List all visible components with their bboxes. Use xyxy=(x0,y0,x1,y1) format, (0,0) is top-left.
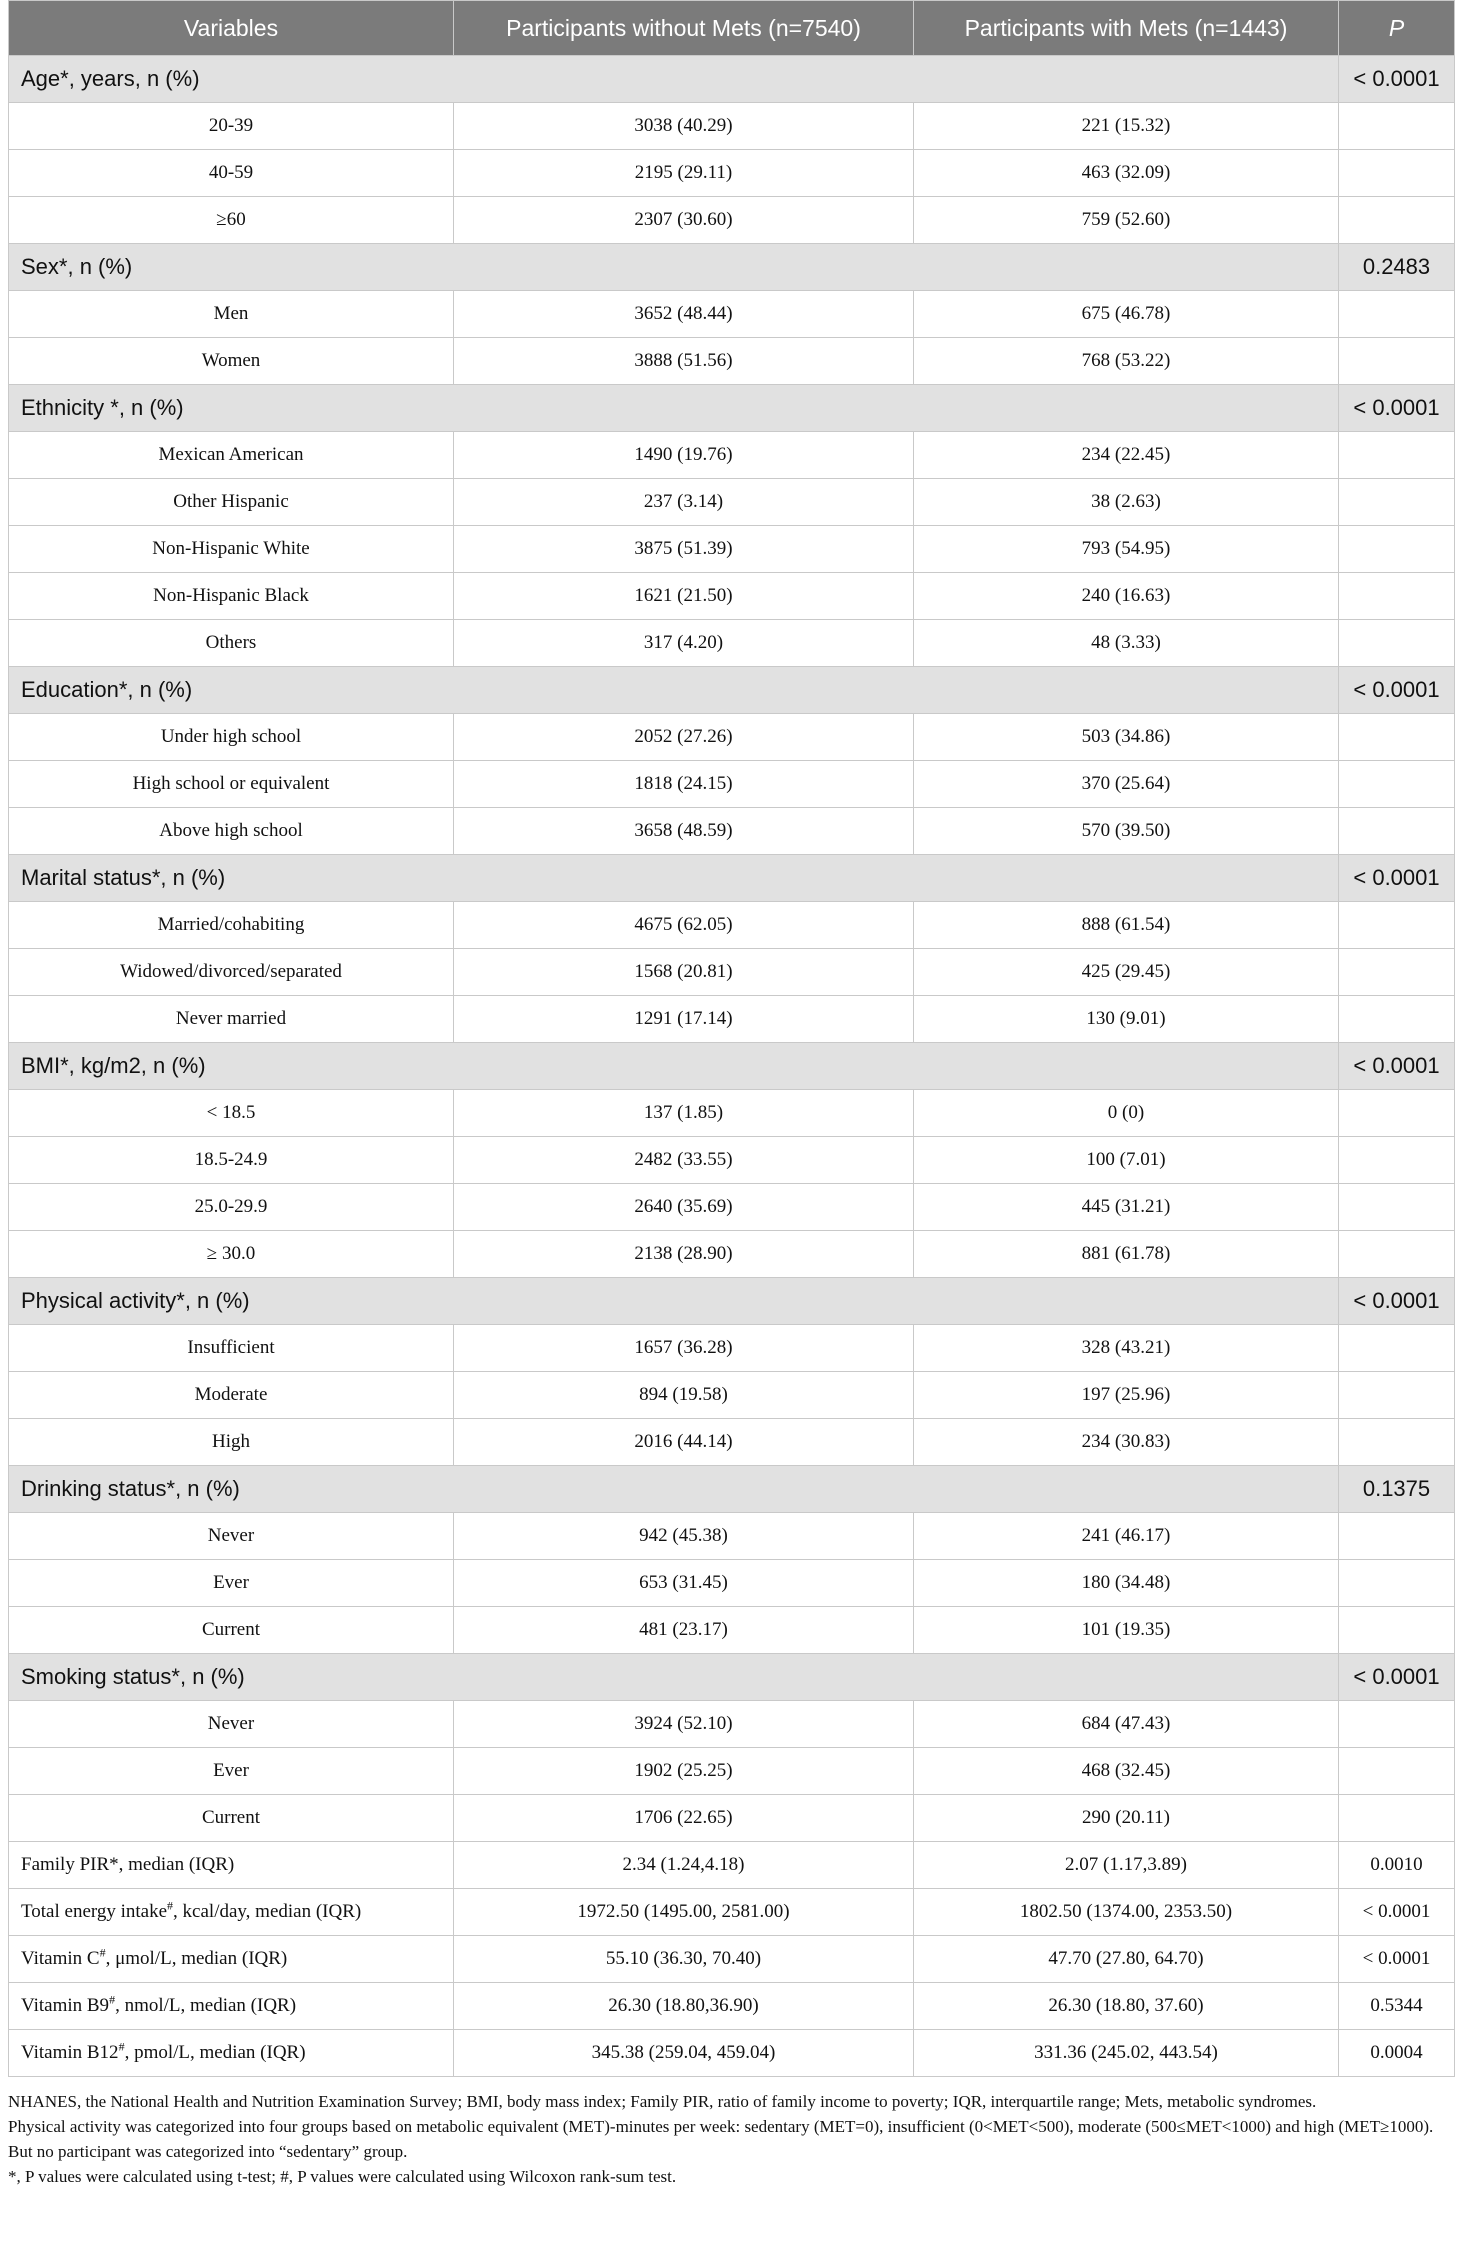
label-text-suffix: , μmol/L, median (IQR) xyxy=(105,1948,288,1969)
row-with-mets: 221 (15.32) xyxy=(914,103,1339,150)
table-row xyxy=(9,1184,1455,1231)
table-body xyxy=(9,56,1455,2077)
row-label: Under high school xyxy=(9,714,454,761)
row-without-mets: 137 (1.85) xyxy=(454,1090,914,1137)
row-with-mets: 503 (34.86) xyxy=(914,714,1339,761)
table-row xyxy=(9,197,1455,244)
row-p-value xyxy=(1339,1607,1455,1654)
table-row xyxy=(9,526,1455,573)
row-without-mets: 3658 (48.59) xyxy=(454,808,914,855)
label-superscript: # xyxy=(118,2039,125,2054)
group-label: Physical activity*, n (%) xyxy=(9,1278,1339,1325)
row-with-mets: 684 (47.43) xyxy=(914,1701,1339,1748)
group-label: Ethnicity *, n (%) xyxy=(9,385,1339,432)
header-p-value: P xyxy=(1339,1,1455,56)
row-with-mets: 38 (2.63) xyxy=(914,479,1339,526)
group-header-row xyxy=(9,385,1455,432)
group-header-row xyxy=(9,1466,1455,1513)
group-label: Smoking status*, n (%) xyxy=(9,1654,1339,1701)
table-row xyxy=(9,338,1455,385)
continuous-with-mets: 26.30 (18.80, 37.60) xyxy=(914,1983,1339,2030)
continuous-p-value: 0.0010 xyxy=(1339,1842,1455,1889)
continuous-row xyxy=(9,1842,1455,1889)
continuous-label: Family PIR*, median (IQR) xyxy=(9,1842,454,1889)
row-with-mets: 240 (16.63) xyxy=(914,573,1339,620)
row-p-value xyxy=(1339,1795,1455,1842)
continuous-label xyxy=(9,2030,454,2077)
row-with-mets: 425 (29.45) xyxy=(914,949,1339,996)
table-row xyxy=(9,761,1455,808)
row-p-value xyxy=(1339,949,1455,996)
row-without-mets: 481 (23.17) xyxy=(454,1607,914,1654)
row-label: ≥ 30.0 xyxy=(9,1231,454,1278)
row-label: Non-Hispanic Black xyxy=(9,573,454,620)
row-label: Moderate xyxy=(9,1372,454,1419)
continuous-label xyxy=(9,1889,454,1936)
group-label: Age*, years, n (%) xyxy=(9,56,1339,103)
row-without-mets: 3888 (51.56) xyxy=(454,338,914,385)
table-row xyxy=(9,1090,1455,1137)
row-without-mets: 1568 (20.81) xyxy=(454,949,914,996)
group-header-row xyxy=(9,56,1455,103)
header-variables: Variables xyxy=(9,1,454,56)
document xyxy=(8,0,1454,2189)
row-label: Men xyxy=(9,291,454,338)
row-label: Others xyxy=(9,620,454,667)
row-without-mets: 2052 (27.26) xyxy=(454,714,914,761)
label-text: Vitamin B12 xyxy=(21,2042,119,2063)
continuous-without-mets: 2.34 (1.24,4.18) xyxy=(454,1842,914,1889)
row-p-value xyxy=(1339,1231,1455,1278)
row-without-mets: 1657 (36.28) xyxy=(454,1325,914,1372)
row-without-mets: 2640 (35.69) xyxy=(454,1184,914,1231)
group-label: Education*, n (%) xyxy=(9,667,1339,714)
row-without-mets: 2195 (29.11) xyxy=(454,150,914,197)
label-text: Vitamin B9 xyxy=(21,1995,110,2016)
table-row xyxy=(9,573,1455,620)
row-p-value xyxy=(1339,902,1455,949)
group-label: Sex*, n (%) xyxy=(9,244,1339,291)
table-row xyxy=(9,949,1455,996)
row-label: Ever xyxy=(9,1560,454,1607)
row-without-mets: 317 (4.20) xyxy=(454,620,914,667)
row-with-mets: 468 (32.45) xyxy=(914,1748,1339,1795)
group-p-value: < 0.0001 xyxy=(1339,1654,1455,1701)
row-label: < 18.5 xyxy=(9,1090,454,1137)
row-without-mets: 894 (19.58) xyxy=(454,1372,914,1419)
row-without-mets: 3924 (52.10) xyxy=(454,1701,914,1748)
row-p-value xyxy=(1339,1560,1455,1607)
continuous-with-mets: 2.07 (1.17,3.89) xyxy=(914,1842,1339,1889)
row-with-mets: 241 (46.17) xyxy=(914,1513,1339,1560)
continuous-label xyxy=(9,1983,454,2030)
footnote-abbreviations: NHANES, the National Health and Nutrition Examination Survey; BMI, body mass index; Family PIR, ratio of family income to poverty; IQR, interquartile range; Mets, metabolic syndromes. xyxy=(8,2092,1317,2111)
continuous-without-mets: 55.10 (36.30, 70.40) xyxy=(454,1936,914,1983)
header-without-mets: Participants without Mets (n=7540) xyxy=(454,1,914,56)
row-p-value xyxy=(1339,1090,1455,1137)
group-p-value: 0.1375 xyxy=(1339,1466,1455,1513)
continuous-with-mets: 47.70 (27.80, 64.70) xyxy=(914,1936,1339,1983)
row-label: 40-59 xyxy=(9,150,454,197)
table-row xyxy=(9,432,1455,479)
row-p-value xyxy=(1339,1419,1455,1466)
row-with-mets: 101 (19.35) xyxy=(914,1607,1339,1654)
row-without-mets: 2016 (44.14) xyxy=(454,1419,914,1466)
table-row xyxy=(9,902,1455,949)
row-with-mets: 197 (25.96) xyxy=(914,1372,1339,1419)
group-p-value: < 0.0001 xyxy=(1339,1043,1455,1090)
continuous-row xyxy=(9,2030,1455,2077)
row-without-mets: 4675 (62.05) xyxy=(454,902,914,949)
row-with-mets: 888 (61.54) xyxy=(914,902,1339,949)
row-p-value xyxy=(1339,808,1455,855)
group-header-row xyxy=(9,1278,1455,1325)
row-p-value xyxy=(1339,1137,1455,1184)
row-p-value xyxy=(1339,1748,1455,1795)
row-p-value xyxy=(1339,150,1455,197)
table-row xyxy=(9,1701,1455,1748)
row-without-mets: 3652 (48.44) xyxy=(454,291,914,338)
label-text: Total energy intake xyxy=(21,1901,168,1922)
table-row xyxy=(9,1372,1455,1419)
group-label: Drinking status*, n (%) xyxy=(9,1466,1339,1513)
row-label: Above high school xyxy=(9,808,454,855)
table-row xyxy=(9,150,1455,197)
table-row xyxy=(9,103,1455,150)
row-with-mets: 48 (3.33) xyxy=(914,620,1339,667)
table-row xyxy=(9,714,1455,761)
row-without-mets: 3875 (51.39) xyxy=(454,526,914,573)
label-superscript: # xyxy=(109,1992,116,2007)
row-p-value xyxy=(1339,1372,1455,1419)
row-p-value xyxy=(1339,1513,1455,1560)
row-without-mets: 2138 (28.90) xyxy=(454,1231,914,1278)
group-p-value: < 0.0001 xyxy=(1339,855,1455,902)
continuous-row xyxy=(9,1936,1455,1983)
row-with-mets: 328 (43.21) xyxy=(914,1325,1339,1372)
group-header-row xyxy=(9,855,1455,902)
group-header-row xyxy=(9,244,1455,291)
table-row xyxy=(9,808,1455,855)
row-label: ≥60 xyxy=(9,197,454,244)
row-with-mets: 370 (25.64) xyxy=(914,761,1339,808)
continuous-p-value: 0.5344 xyxy=(1339,1983,1455,2030)
table-row xyxy=(9,1513,1455,1560)
row-label: Never married xyxy=(9,996,454,1043)
row-p-value xyxy=(1339,197,1455,244)
table-row xyxy=(9,1607,1455,1654)
continuous-without-mets: 345.38 (259.04, 459.04) xyxy=(454,2030,914,2077)
row-without-mets: 237 (3.14) xyxy=(454,479,914,526)
table-row xyxy=(9,1419,1455,1466)
row-p-value xyxy=(1339,103,1455,150)
row-p-value xyxy=(1339,338,1455,385)
row-label: Ever xyxy=(9,1748,454,1795)
continuous-p-value: 0.0004 xyxy=(1339,2030,1455,2077)
row-with-mets: 234 (22.45) xyxy=(914,432,1339,479)
row-with-mets: 759 (52.60) xyxy=(914,197,1339,244)
row-label: High school or equivalent xyxy=(9,761,454,808)
footnote-statistical-tests: *, P values were calculated using t-test; #, P values were calculated using Wilcoxon rank-sum test. xyxy=(8,2167,677,2186)
row-without-mets: 942 (45.38) xyxy=(454,1513,914,1560)
row-p-value xyxy=(1339,714,1455,761)
row-p-value xyxy=(1339,1325,1455,1372)
continuous-without-mets: 26.30 (18.80,36.90) xyxy=(454,1983,914,2030)
row-with-mets: 793 (54.95) xyxy=(914,526,1339,573)
row-without-mets: 1902 (25.25) xyxy=(454,1748,914,1795)
baseline-characteristics-table xyxy=(8,0,1455,2077)
label-text: Vitamin C xyxy=(21,1948,100,1969)
group-p-value: < 0.0001 xyxy=(1339,1278,1455,1325)
row-without-mets: 1490 (19.76) xyxy=(454,432,914,479)
row-with-mets: 768 (53.22) xyxy=(914,338,1339,385)
row-label: Never xyxy=(9,1513,454,1560)
continuous-row xyxy=(9,1889,1455,1936)
row-without-mets: 653 (31.45) xyxy=(454,1560,914,1607)
row-without-mets: 2482 (33.55) xyxy=(454,1137,914,1184)
table-row xyxy=(9,996,1455,1043)
label-superscript: # xyxy=(167,1898,174,1913)
row-label: 25.0-29.9 xyxy=(9,1184,454,1231)
group-p-value: < 0.0001 xyxy=(1339,385,1455,432)
label-text-suffix: , nmol/L, median (IQR) xyxy=(115,1995,297,2016)
row-label: Non-Hispanic White xyxy=(9,526,454,573)
continuous-row xyxy=(9,1983,1455,2030)
table-footnotes xyxy=(8,2089,1454,2189)
continuous-p-value: < 0.0001 xyxy=(1339,1889,1455,1936)
table-row xyxy=(9,1748,1455,1795)
row-without-mets: 1621 (21.50) xyxy=(454,573,914,620)
row-label: Mexican American xyxy=(9,432,454,479)
row-label: Other Hispanic xyxy=(9,479,454,526)
row-label: Women xyxy=(9,338,454,385)
row-p-value xyxy=(1339,432,1455,479)
row-label: Married/cohabiting xyxy=(9,902,454,949)
row-p-value xyxy=(1339,291,1455,338)
row-p-value xyxy=(1339,479,1455,526)
row-label: Widowed/divorced/separated xyxy=(9,949,454,996)
row-label: Insufficient xyxy=(9,1325,454,1372)
row-with-mets: 675 (46.78) xyxy=(914,291,1339,338)
continuous-p-value: < 0.0001 xyxy=(1339,1936,1455,1983)
row-without-mets: 3038 (40.29) xyxy=(454,103,914,150)
continuous-with-mets: 331.36 (245.02, 443.54) xyxy=(914,2030,1339,2077)
footnote-physical-activity: Physical activity was categorized into four groups based on metabolic equivalent (MET)-minutes per week: sedentary (MET=0), insufficient (0<MET<500), moderate (500≤MET<1000) and high (MET≥1000). But no participant was categorized into “sedentary” group. xyxy=(8,2117,1434,2161)
row-p-value xyxy=(1339,1701,1455,1748)
row-with-mets: 0 (0) xyxy=(914,1090,1339,1137)
row-p-value xyxy=(1339,526,1455,573)
row-label: Current xyxy=(9,1795,454,1842)
row-with-mets: 570 (39.50) xyxy=(914,808,1339,855)
continuous-with-mets: 1802.50 (1374.00, 2353.50) xyxy=(914,1889,1339,1936)
table-row xyxy=(9,479,1455,526)
row-with-mets: 463 (32.09) xyxy=(914,150,1339,197)
table-row xyxy=(9,291,1455,338)
group-header-row xyxy=(9,1043,1455,1090)
row-label: High xyxy=(9,1419,454,1466)
row-p-value xyxy=(1339,1184,1455,1231)
continuous-without-mets: 1972.50 (1495.00, 2581.00) xyxy=(454,1889,914,1936)
row-with-mets: 445 (31.21) xyxy=(914,1184,1339,1231)
group-p-value: < 0.0001 xyxy=(1339,667,1455,714)
table-row xyxy=(9,620,1455,667)
row-with-mets: 180 (34.48) xyxy=(914,1560,1339,1607)
row-p-value xyxy=(1339,996,1455,1043)
table-row xyxy=(9,1325,1455,1372)
label-text-suffix: , kcal/day, median (IQR) xyxy=(173,1901,362,1922)
table-row xyxy=(9,1231,1455,1278)
table-row xyxy=(9,1137,1455,1184)
table-row xyxy=(9,1560,1455,1607)
row-without-mets: 1818 (24.15) xyxy=(454,761,914,808)
row-label: 20-39 xyxy=(9,103,454,150)
row-with-mets: 881 (61.78) xyxy=(914,1231,1339,1278)
group-header-row xyxy=(9,667,1455,714)
row-p-value xyxy=(1339,761,1455,808)
group-p-value: < 0.0001 xyxy=(1339,56,1455,103)
row-with-mets: 290 (20.11) xyxy=(914,1795,1339,1842)
table-row xyxy=(9,1795,1455,1842)
row-without-mets: 1706 (22.65) xyxy=(454,1795,914,1842)
row-p-value xyxy=(1339,573,1455,620)
row-label: Never xyxy=(9,1701,454,1748)
table-header-row xyxy=(9,1,1455,56)
group-p-value: 0.2483 xyxy=(1339,244,1455,291)
continuous-label xyxy=(9,1936,454,1983)
row-with-mets: 234 (30.83) xyxy=(914,1419,1339,1466)
row-label: Current xyxy=(9,1607,454,1654)
row-p-value xyxy=(1339,620,1455,667)
group-header-row xyxy=(9,1654,1455,1701)
row-without-mets: 1291 (17.14) xyxy=(454,996,914,1043)
group-label: Marital status*, n (%) xyxy=(9,855,1339,902)
row-with-mets: 100 (7.01) xyxy=(914,1137,1339,1184)
row-with-mets: 130 (9.01) xyxy=(914,996,1339,1043)
row-label: 18.5-24.9 xyxy=(9,1137,454,1184)
group-label: BMI*, kg/m2, n (%) xyxy=(9,1043,1339,1090)
label-superscript: # xyxy=(99,1945,106,1960)
label-text-suffix: , pmol/L, median (IQR) xyxy=(124,2042,306,2063)
header-with-mets: Participants with Mets (n=1443) xyxy=(914,1,1339,56)
row-without-mets: 2307 (30.60) xyxy=(454,197,914,244)
